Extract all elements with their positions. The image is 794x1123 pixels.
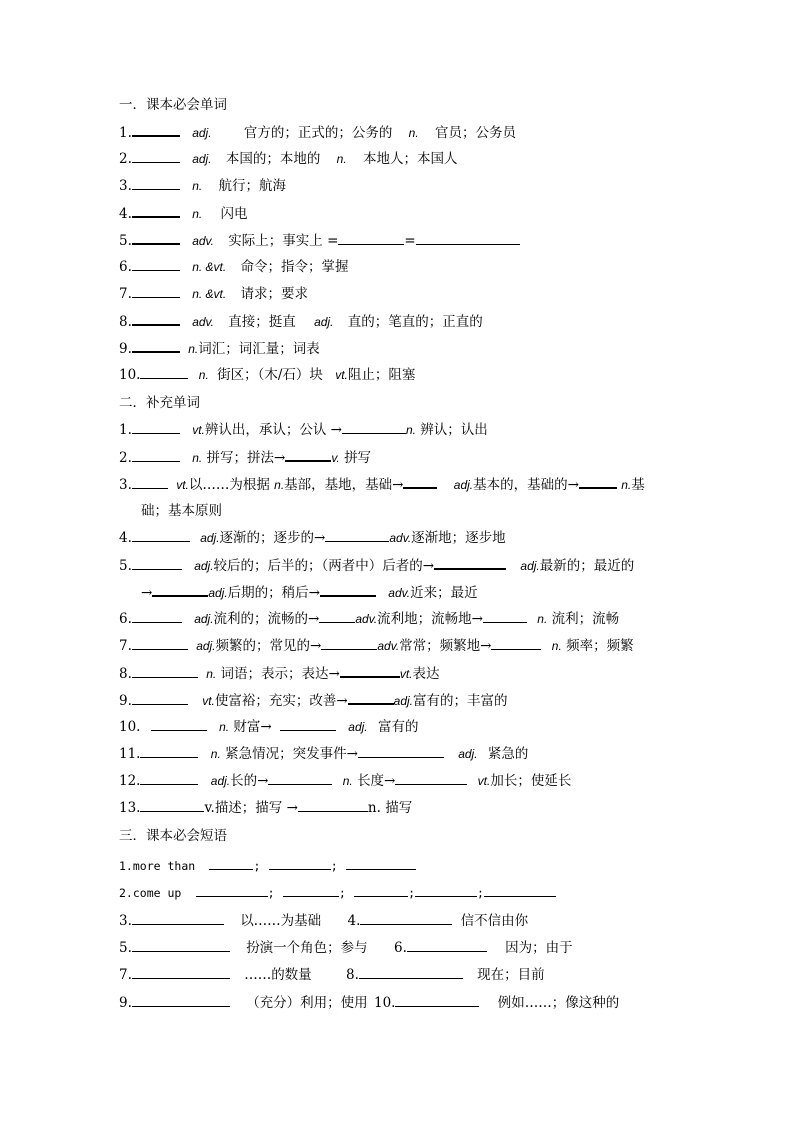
answer-blank[interactable]: [132, 476, 168, 489]
answer-blank[interactable]: [579, 475, 617, 489]
answer-blank[interactable]: [151, 718, 207, 731]
s2-item-13: 13. v.描述；描写 → n. 描写: [119, 800, 413, 816]
answer-blank[interactable]: [152, 583, 208, 597]
s2-item-5: 5. adj.较后的；后半的；（两者中）后者的→ adj.最新的；最近的: [119, 558, 635, 574]
s3-item-3-4: 3. 以……为基础 4. 信不信由你: [119, 913, 529, 929]
answer-blank[interactable]: [484, 884, 556, 897]
s3-item-1: 1.more than ; ;: [119, 857, 416, 875]
answer-blank[interactable]: [132, 421, 180, 434]
s2-item-9: 9. vt.使富裕；充实；改善→ adj.富有的；丰富的: [119, 693, 508, 709]
s1-item-8: 8. adv. 直接；挺直 adj. 直的；笔直的；正直的: [119, 314, 483, 330]
answer-blank[interactable]: [140, 772, 198, 785]
s1-item-6: 6. n. &vt. 命令；指令；掌握: [119, 259, 349, 275]
answer-blank[interactable]: [395, 994, 479, 1007]
s2-item-12: 12. adj.长的→ n. 长度→ vt.加长；使延长: [119, 773, 572, 789]
s1-item-7: 7. n. &vt. 请求；要求: [119, 286, 308, 302]
section-heading-2: 二．补充单词: [119, 395, 200, 411]
answer-blank[interactable]: [434, 556, 506, 570]
s2-item-3-continued: 础；基本原则: [141, 503, 222, 519]
s3-item-9-10: 9. （充分）利用；使用 10. 例如……；像这种的: [119, 995, 620, 1011]
s1-item-5: 5. adv. 实际上；事实上 = =: [119, 231, 520, 250]
s1-item-4: 4. n. 闪电: [119, 206, 248, 222]
answer-blank[interactable]: [132, 231, 180, 245]
answer-blank[interactable]: [325, 529, 389, 542]
answer-blank[interactable]: [132, 966, 230, 979]
answer-blank[interactable]: [346, 857, 416, 870]
answer-blank[interactable]: [140, 366, 188, 379]
s2-item-7: 7. adj.频繁的；常见的→ adv.常常；频繁地→ n. 频率；频繁: [119, 638, 634, 654]
s1-item-9: 9. n.词汇；词汇量；词表: [119, 341, 320, 357]
s2-item-2: 2. n. 拼写；拼法→ v. 拼写: [119, 450, 372, 466]
answer-blank[interactable]: [342, 421, 406, 434]
answer-blank[interactable]: [395, 772, 467, 785]
answer-blank[interactable]: [132, 557, 182, 570]
section-heading-1: 一．课本必会单词: [119, 97, 227, 113]
answer-blank[interactable]: [132, 665, 198, 678]
answer-blank[interactable]: [132, 610, 182, 623]
answer-blank[interactable]: [359, 966, 463, 979]
answer-blank[interactable]: [319, 610, 355, 623]
s1-item-2: 2. adj. 本国的；本地的 n. 本地人；本国人: [119, 151, 458, 167]
s3-item-2: 2.come up ; ; ; ;: [119, 884, 556, 902]
answer-blank[interactable]: [132, 123, 180, 137]
answer-blank[interactable]: [491, 637, 541, 650]
s3-item-7-8: 7. ……的数量 8. 现在；目前: [119, 967, 545, 983]
answer-blank[interactable]: [360, 912, 452, 925]
answer-blank[interactable]: [298, 799, 368, 812]
s2-item-6: 6. adj.流利的；流畅的→ adv.流利地；流畅地→ n. 流利；流畅: [119, 611, 620, 627]
answer-blank[interactable]: [358, 745, 444, 758]
s2-item-8: 8. n. 词语；表示；表达→ vt.表达: [119, 666, 440, 682]
answer-blank[interactable]: [132, 692, 188, 705]
answer-blank[interactable]: [348, 691, 394, 705]
answer-blank[interactable]: [407, 939, 487, 952]
answer-blank[interactable]: [269, 857, 331, 870]
answer-blank[interactable]: [416, 232, 520, 245]
answer-blank[interactable]: [268, 772, 332, 785]
answer-blank[interactable]: [320, 583, 376, 597]
answer-blank[interactable]: [321, 637, 377, 650]
answer-blank[interactable]: [132, 339, 180, 353]
section-heading-3: 三．课本必会短语: [119, 828, 227, 844]
answer-blank[interactable]: [483, 610, 527, 623]
answer-blank[interactable]: [338, 232, 404, 245]
s2-item-5-continued: → adj.后期的；稍后→ adv.近来；最近: [141, 585, 478, 601]
answer-blank[interactable]: [132, 637, 188, 650]
answer-blank[interactable]: [132, 258, 180, 271]
answer-blank[interactable]: [132, 177, 180, 190]
answer-blank[interactable]: [132, 912, 224, 925]
answer-blank[interactable]: [140, 799, 204, 812]
s2-item-4: 4. adj.逐渐的；逐步的→ adv.逐渐地；逐步地: [119, 530, 506, 546]
answer-blank[interactable]: [132, 204, 180, 218]
answer-blank[interactable]: [132, 312, 180, 326]
s1-item-3: 3. n. 航行；航海: [119, 178, 286, 194]
answer-blank[interactable]: [140, 745, 198, 758]
answer-blank[interactable]: [403, 475, 437, 489]
s3-item-5-6: 5. 扮演一个角色；参与 6. 因为；由于: [119, 940, 573, 956]
answer-blank[interactable]: [196, 884, 268, 897]
answer-blank[interactable]: [132, 285, 180, 298]
s2-item-10: 10. n. 财富→ adj. 富有的: [119, 719, 419, 735]
answer-blank[interactable]: [340, 664, 400, 678]
answer-blank[interactable]: [132, 529, 190, 542]
answer-blank[interactable]: [132, 994, 230, 1007]
answer-blank[interactable]: [280, 718, 336, 731]
answer-blank[interactable]: [415, 884, 477, 897]
s1-item-1: 1. adj. 官方的；正式的；公务的 n. 官员；公务员: [119, 125, 516, 141]
s2-item-11: 11. n. 紧急情况；突发事件→ adj. 紧急的: [119, 746, 529, 762]
answer-blank[interactable]: [283, 884, 339, 897]
s2-item-3: 3. vt.以……为根据 n.基部，基地，基础→ adj.基本的，基础的→ n.基: [119, 477, 645, 493]
s1-item-10: 10. n. 街区；（木/石）块 vt.阻止；阻塞: [119, 367, 416, 383]
answer-blank[interactable]: [354, 884, 408, 897]
answer-blank[interactable]: [132, 939, 230, 952]
answer-blank[interactable]: [132, 449, 180, 462]
s2-item-1: 1. vt.辨认出，承认；公认 → n. 辨认；认出: [119, 422, 488, 438]
answer-blank[interactable]: [209, 857, 253, 870]
answer-blank[interactable]: [285, 448, 331, 462]
answer-blank[interactable]: [132, 150, 180, 163]
